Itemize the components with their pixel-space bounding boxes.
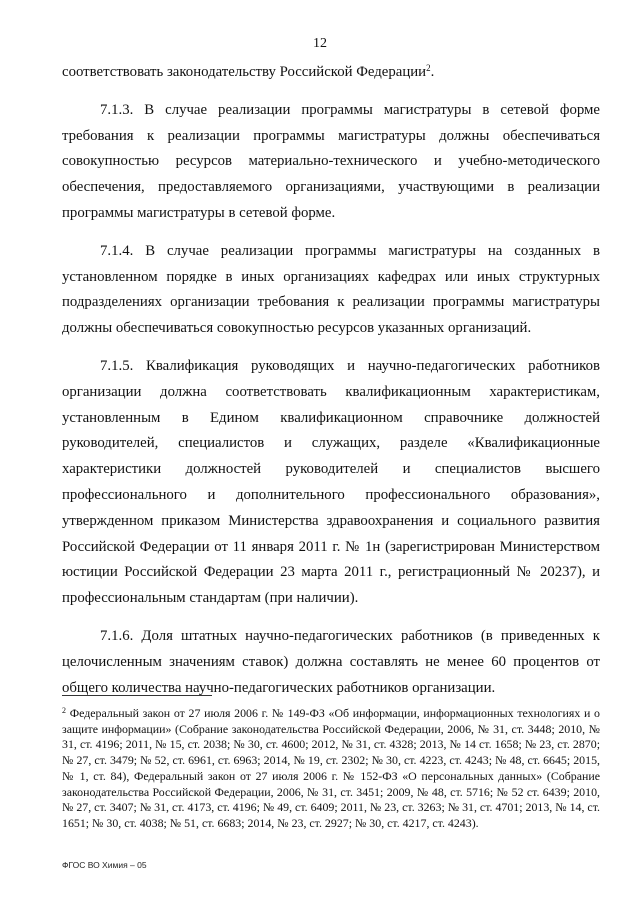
paragraph-7-1-6: 7.1.6. Доля штатных научно-педагогических работников (в приведенных к целочисленным значениям ставок) должна составлять не менее 60 процентов от общего количества научно-педагогических работников организации. xyxy=(62,627,600,696)
paragraph-7-1-4: 7.1.4. В случае реализации программы магистратуры на созданных в установленном порядке в иных организациях кафедрах или иных структурных подразделениях организации требования к реализации программы магистратуры должны обеспечиваться совокупностью ресурсов указанных организаций. xyxy=(62,242,600,337)
footnote-text: Федеральный закон от 27 июля 2006 г. № 149-ФЗ «Об информации, информационных технологиях и о защите информации» (Собрание законодательства Российской Федерации, 2006, № 31, ст. 3448; 2010, № 31, ст. 4196; 2011, № 15, ст. 2038; № 30, ст. 4600; 2012, № 31, ст. 4328; 2013, № 14 ст. 1658; № 23, ст. 2870; № 27, ст. 3479; № 52, ст. 6961, ст. 6963; 2014, № 19, ст. 2302; № 30, ст. 4223, ст. 4243; № 48, ст. 6645; 2015, № 1, ст. 84), Федеральный закон от 27 июля 2006 г. № 152-ФЗ «О персональных данных» (Собрание законодательства Российской Федерации, 2006, № 31, ст. 3451; 2009, № 48, ст. 5716; № 52 ст. 6439; 2010, № 27, ст. 3407; № 31, ст. 4173, ст. 4196; № 49, ст. 6409; 2011, № 23, ст. 3263; № 31, ст. 4701; 2013, № 14, ст. 1651; № 30, ст. 4038; № 51, ст. 6683; 2014, № 23, ст. 2927; № 30, ст. 4217, ст. 4243). xyxy=(62,706,600,830)
footnote-separator xyxy=(62,695,212,696)
body-text xyxy=(62,60,600,713)
paragraph-trailing-punctuation: . xyxy=(430,64,435,80)
paragraph-7-1-5: 7.1.5. Квалификация руководящих и научно-педагогических работников организации должна соответствовать квалификационным характеристикам, установленным в Едином квалификационном справочнике должностей руководителей, специалистов и служащих, разделе «Квалификационные характеристики должностей руководителей и специалистов высшего профессионального и дополнительного профессионального образования», утвержденном приказом Министерства здравоохранения и социального развития Российской Федерации от 11 января 2011 г. № 1н (зарегистрирован Министерством юстиции Российской Федерации 23 марта 2011 г., регистрационный № 20237), и профессиональным стандартам (при наличии). xyxy=(62,357,600,607)
footnote xyxy=(62,706,600,832)
paragraph-7-1-3: 7.1.3. В случае реализации программы магистратуры в сетевой форме требования к реализации программы магистратуры должны обеспечиваться совокупностью ресурсов материально-технического и учебно-методического обеспечения, предоставляемого организациями, участвующими в реализации программы магистратуры в сетевой форме. xyxy=(62,101,600,221)
paragraph-continuation xyxy=(62,60,600,86)
page-number: 12 xyxy=(313,36,327,51)
footer-mark: ФГОС ВО Химия – 05 xyxy=(62,860,147,870)
footnote-number: 2 xyxy=(62,706,66,715)
footnote-reference: 2 xyxy=(426,63,431,73)
paragraph-text: соответствовать законодательству Российской Федерации xyxy=(62,64,427,80)
